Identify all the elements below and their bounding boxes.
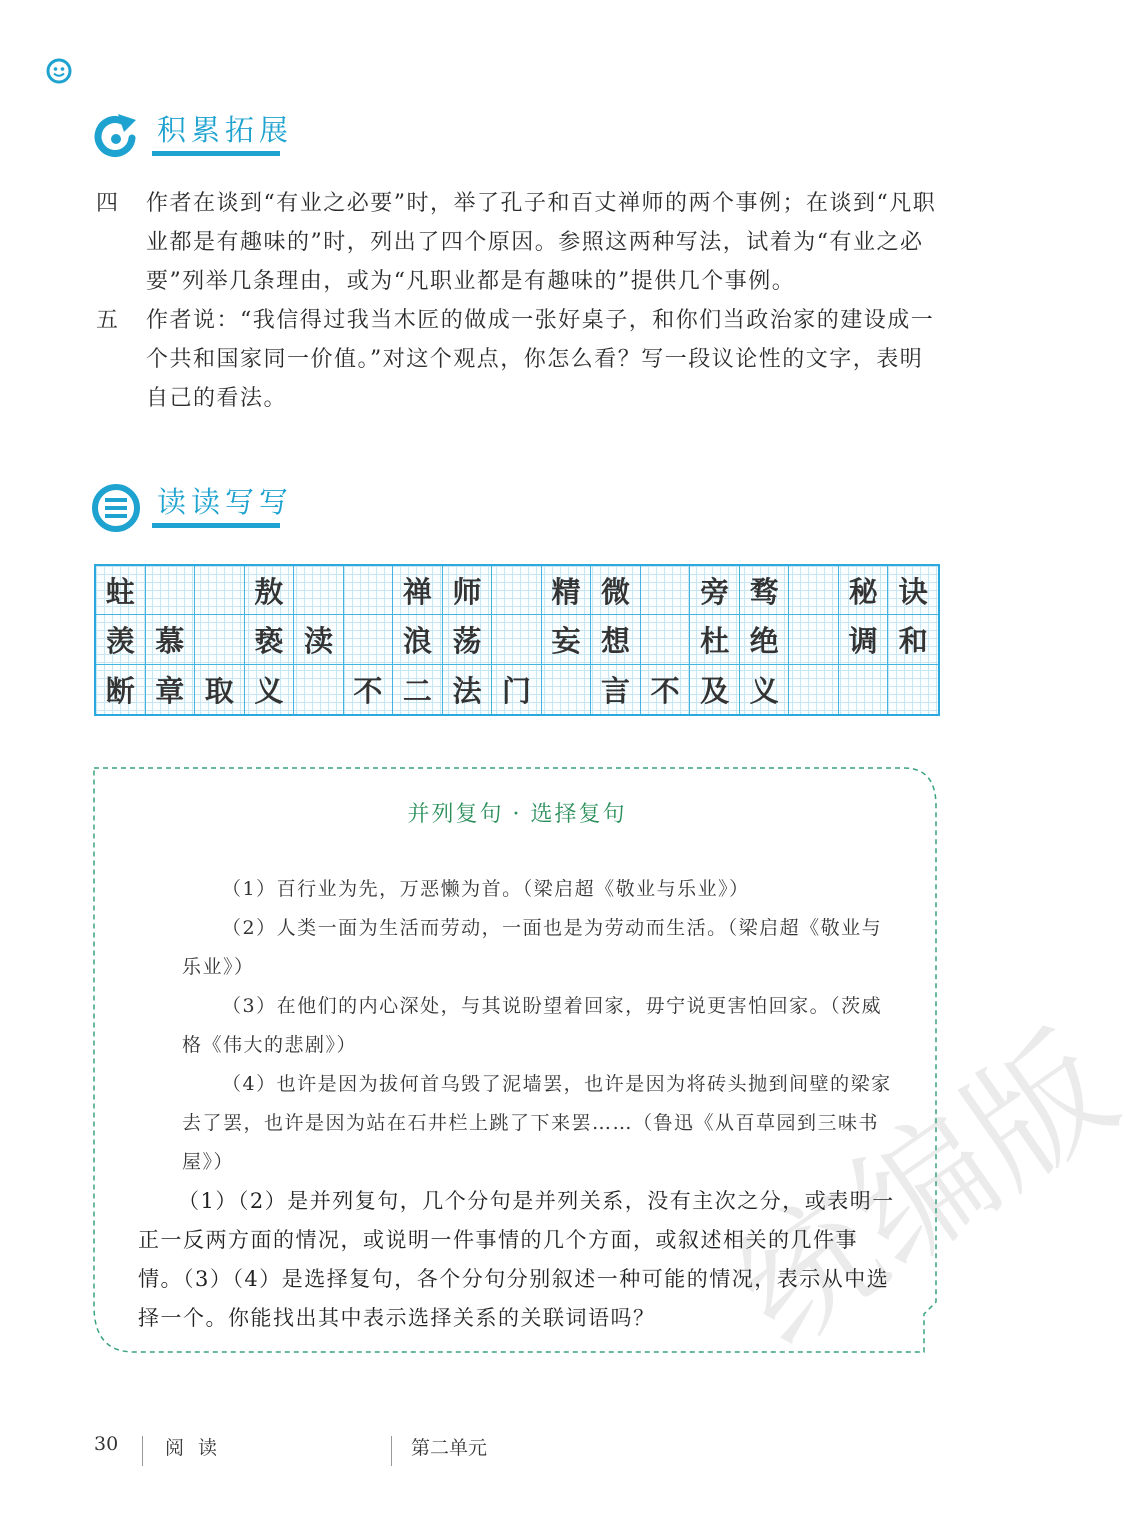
section-underline	[152, 523, 280, 528]
smiley-icon	[46, 58, 72, 84]
grid-cell: 微	[591, 566, 641, 615]
grid-cell	[789, 566, 839, 615]
list-lines-icon	[92, 484, 140, 532]
example-sentence: （4）也许是因为拔何首乌毁了泥墙罢，也许是因为将砖头抛到间壁的梁家去了罢，也许是因为站在石井栏上跳了下来罢……（鲁迅《从百草园到三味书屋》）	[182, 1073, 892, 1173]
grid-cell: 二	[393, 665, 443, 714]
character-grid	[94, 564, 940, 716]
grid-cell: 法	[443, 665, 493, 714]
grid-cell	[641, 615, 691, 664]
grid-cell: 章	[146, 665, 196, 714]
grid-cell	[789, 665, 839, 714]
grid-cell: 秘	[839, 566, 889, 615]
exercise-item	[96, 301, 941, 418]
grid-cell: 义	[245, 665, 295, 714]
grid-cell: 断	[96, 665, 146, 714]
grid-cell	[294, 566, 344, 615]
grid-cell	[195, 566, 245, 615]
grid-cell	[888, 665, 938, 714]
grid-cell	[146, 566, 196, 615]
grid-cell: 渎	[294, 615, 344, 664]
grid-cell: 禅	[393, 566, 443, 615]
grid-cell: 羡	[96, 615, 146, 664]
section-title-accumulate: 积累拓展	[157, 113, 294, 147]
grid-cell: 骛	[740, 566, 790, 615]
example-sentence: （3）在他们的内心深处，与其说盼望着回家，毋宁说更害怕回家。（茨威格《伟大的悲剧》）	[182, 995, 883, 1056]
grid-cell: 门	[492, 665, 542, 714]
grid-cell	[789, 615, 839, 664]
section-underline	[152, 151, 280, 156]
grid-cell	[294, 665, 344, 714]
grid-cell: 蛀	[96, 566, 146, 615]
grid-cell	[492, 615, 542, 664]
footer-unit: 第二单元	[411, 1437, 488, 1459]
exercise-text: 作者说：“我信得过我当木匠的做成一张好桌子，和你们当政治家的建设成一个共和国家同一价值。”对这个观点，你怎么看？写一段议论性的文字，表明自己的看法。	[146, 308, 935, 411]
grid-cell	[344, 566, 394, 615]
grid-cell: 浪	[393, 615, 443, 664]
grid-cell: 言	[591, 665, 641, 714]
watermark: 统编版	[707, 1003, 1144, 1377]
explanation-text: （1）（2）是并列复句，几个分句是并列关系，没有主次之分，或表明一正一反两方面的情况，或说明一件事情的几个方面，或叙述相关的几件事情。（3）（4）是选择复句，各个分句分别叙述一种可能的情况，表示从中选择一个。你能找出其中表示选择关系的关联词语吗？	[138, 1189, 895, 1330]
grid-cell: 和	[888, 615, 938, 664]
exercise-item	[96, 184, 941, 301]
grid-cell: 师	[443, 566, 493, 615]
footer-divider	[142, 1436, 143, 1466]
grid-cell: 诀	[888, 566, 938, 615]
grid-cell: 调	[839, 615, 889, 664]
grid-cell	[542, 665, 592, 714]
box-title: 并列复句 · 选择复句	[407, 802, 627, 827]
grid-cell: 荡	[443, 615, 493, 664]
grid-cell: 想	[591, 615, 641, 664]
exercise-text: 作者在谈到“有业之必要”时，举了孔子和百丈禅师的两个事例；在谈到“凡职业都是有趣味的”时，列出了四个原因。参照这两种写法，试着为“有业之必要”列举几条理由，或为“凡职业都是有趣味的”提供几个事例。	[146, 191, 937, 294]
grid-cell	[641, 566, 691, 615]
page-number: 30	[94, 1433, 119, 1455]
grid-cell: 妄	[542, 615, 592, 664]
grid-cell: 敖	[245, 566, 295, 615]
grid-cell: 不	[641, 665, 691, 714]
grid-cell: 绝	[740, 615, 790, 664]
refresh-arrow-icon	[92, 112, 140, 160]
footer-section: 阅 读	[165, 1437, 222, 1459]
grid-cell: 取	[195, 665, 245, 714]
example-sentence: （1）百行业为先，万恶懒为首。（梁启超《敬业与乐业》）	[222, 878, 750, 900]
exercise-number: 四	[96, 191, 120, 216]
grid-cell: 慕	[146, 615, 196, 664]
section-title-readwrite: 读读写写	[157, 485, 294, 519]
grid-cell: 亵	[245, 615, 295, 664]
exercise-number: 五	[96, 308, 120, 333]
grid-cell	[492, 566, 542, 615]
grid-cell: 杜	[690, 615, 740, 664]
grid-cell: 精	[542, 566, 592, 615]
grid-cell: 义	[740, 665, 790, 714]
grid-cell: 不	[344, 665, 394, 714]
grid-cell	[839, 665, 889, 714]
grid-cell: 及	[690, 665, 740, 714]
grid-cell	[195, 615, 245, 664]
grid-cell	[344, 615, 394, 664]
grid-cell: 旁	[690, 566, 740, 615]
footer-divider	[391, 1436, 392, 1466]
example-sentence: （2）人类一面为生活而劳动，一面也是为劳动而生活。（梁启超《敬业与乐业》）	[182, 917, 883, 978]
